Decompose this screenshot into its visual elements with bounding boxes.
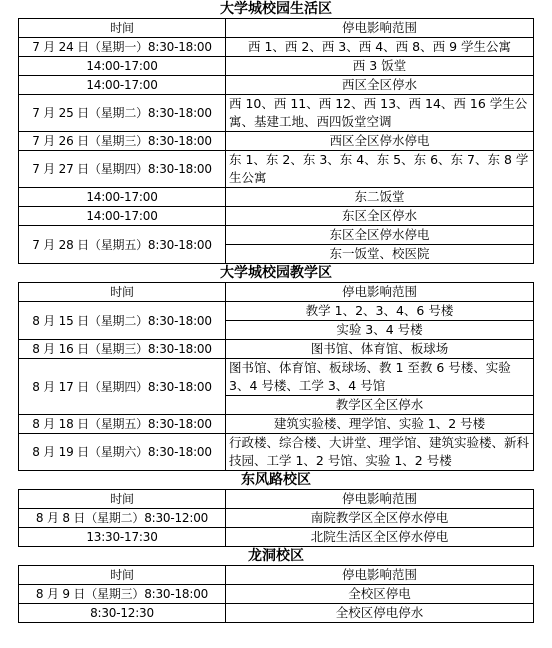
time-cell: 14:00-17:00: [19, 76, 226, 95]
scope-cell: 北院生活区全区停水停电: [226, 528, 534, 547]
table-row: [19, 151, 534, 188]
scope-cell: 图书馆、体育馆、板球场、教 1 至教 6 号楼、实验 3、4 号楼、工学 3、4 号馆: [226, 359, 534, 396]
table-row: [19, 359, 534, 396]
time-cell: 8 月 17 日（星期四）8:30-18:00: [19, 359, 226, 415]
scope-cell: 行政楼、综合楼、大讲堂、理学馆、建筑实验楼、新科技园、工学 1、2 号馆、实验 1、2 号楼: [226, 434, 534, 471]
time-header: 时间: [19, 283, 226, 302]
scope-cell: 西区全区停水: [226, 76, 534, 95]
scope-cell: 东区全区停水停电: [226, 226, 534, 245]
time-header: 时间: [19, 19, 226, 38]
table-row: [19, 604, 534, 623]
scope-header: 停电影响范围: [226, 283, 534, 302]
scope-cell: 东二饭堂: [226, 188, 534, 207]
table-row: [19, 207, 534, 226]
schedule-table: [18, 489, 534, 547]
section-title: 龙洞校区: [248, 548, 304, 564]
table-row: [19, 302, 534, 321]
table-row: [19, 38, 534, 57]
scope-cell: 西 10、西 11、西 12、西 13、西 14、西 16 学生公寓、基建工地、西四饭堂空调: [226, 95, 534, 132]
table-header-row: [19, 19, 534, 38]
table-row: [19, 509, 534, 528]
table-row: [19, 57, 534, 76]
scope-header: 停电影响范围: [226, 490, 534, 509]
schedule-table: [18, 565, 534, 623]
scope-cell: 实验 3、4 号楼: [226, 321, 534, 340]
table-row: [19, 188, 534, 207]
section-title: 大学城校园教学区: [220, 265, 332, 281]
table-row: [19, 76, 534, 95]
table-header-row: [19, 283, 534, 302]
time-cell: 7 月 25 日（星期二）8:30-18:00: [19, 95, 226, 132]
scope-cell: 南院教学区全区停水停电: [226, 509, 534, 528]
scope-cell: 西区全区停水停电: [226, 132, 534, 151]
table-row: [19, 415, 534, 434]
table-row: [19, 340, 534, 359]
table-header-row: [19, 566, 534, 585]
time-header: 时间: [19, 490, 226, 509]
schedule-table: [18, 18, 534, 264]
time-cell: 7 月 28 日（星期五）8:30-18:00: [19, 226, 226, 264]
table-row: [19, 528, 534, 547]
time-cell: 14:00-17:00: [19, 207, 226, 226]
time-header: 时间: [19, 566, 226, 585]
scope-cell: 西 1、西 2、西 3、西 4、西 8、西 9 学生公寓: [226, 38, 534, 57]
scope-cell: 教学 1、2、3、4、6 号楼: [226, 302, 534, 321]
table-row: [19, 95, 534, 132]
time-cell: 8 月 19 日（星期六）8:30-18:00: [19, 434, 226, 471]
time-cell: 8:30-12:30: [19, 604, 226, 623]
time-cell: 7 月 26 日（星期三）8:30-18:00: [19, 132, 226, 151]
time-cell: 13:30-17:30: [19, 528, 226, 547]
time-cell: 8 月 16 日（星期三）8:30-18:00: [19, 340, 226, 359]
scope-cell: 东区全区停水: [226, 207, 534, 226]
time-cell: 7 月 27 日（星期四）8:30-18:00: [19, 151, 226, 188]
time-cell: 8 月 18 日（星期五）8:30-18:00: [19, 415, 226, 434]
table-row: [19, 585, 534, 604]
scope-cell: 西 3 饭堂: [226, 57, 534, 76]
table-row: [19, 434, 534, 471]
scope-cell: 教学区全区停水: [226, 396, 534, 415]
scope-cell: 全校区停电停水: [226, 604, 534, 623]
table-row: [19, 226, 534, 245]
time-cell: 8 月 8 日（星期二）8:30-12:00: [19, 509, 226, 528]
time-cell: 14:00-17:00: [19, 57, 226, 76]
table-row: [19, 132, 534, 151]
scope-cell: 全校区停电: [226, 585, 534, 604]
table-header-row: [19, 490, 534, 509]
scope-cell: 东 1、东 2、东 3、东 4、东 5、东 6、东 7、东 8 学生公寓: [226, 151, 534, 188]
time-cell: 8 月 15 日（星期二）8:30-18:00: [19, 302, 226, 340]
time-cell: 14:00-17:00: [19, 188, 226, 207]
scope-cell: 图书馆、体育馆、板球场: [226, 340, 534, 359]
scope-cell: 东一饭堂、校医院: [226, 245, 534, 264]
time-cell: 8 月 9 日（星期三）8:30-18:00: [19, 585, 226, 604]
scope-header: 停电影响范围: [226, 566, 534, 585]
schedule-table: [18, 282, 534, 471]
section-title: 大学城校园生活区: [220, 1, 332, 17]
scope-cell: 建筑实验楼、理学馆、实验 1、2 号楼: [226, 415, 534, 434]
time-cell: 7 月 24 日（星期一）8:30-18:00: [19, 38, 226, 57]
scope-header: 停电影响范围: [226, 19, 534, 38]
section-title: 东风路校区: [241, 472, 311, 488]
